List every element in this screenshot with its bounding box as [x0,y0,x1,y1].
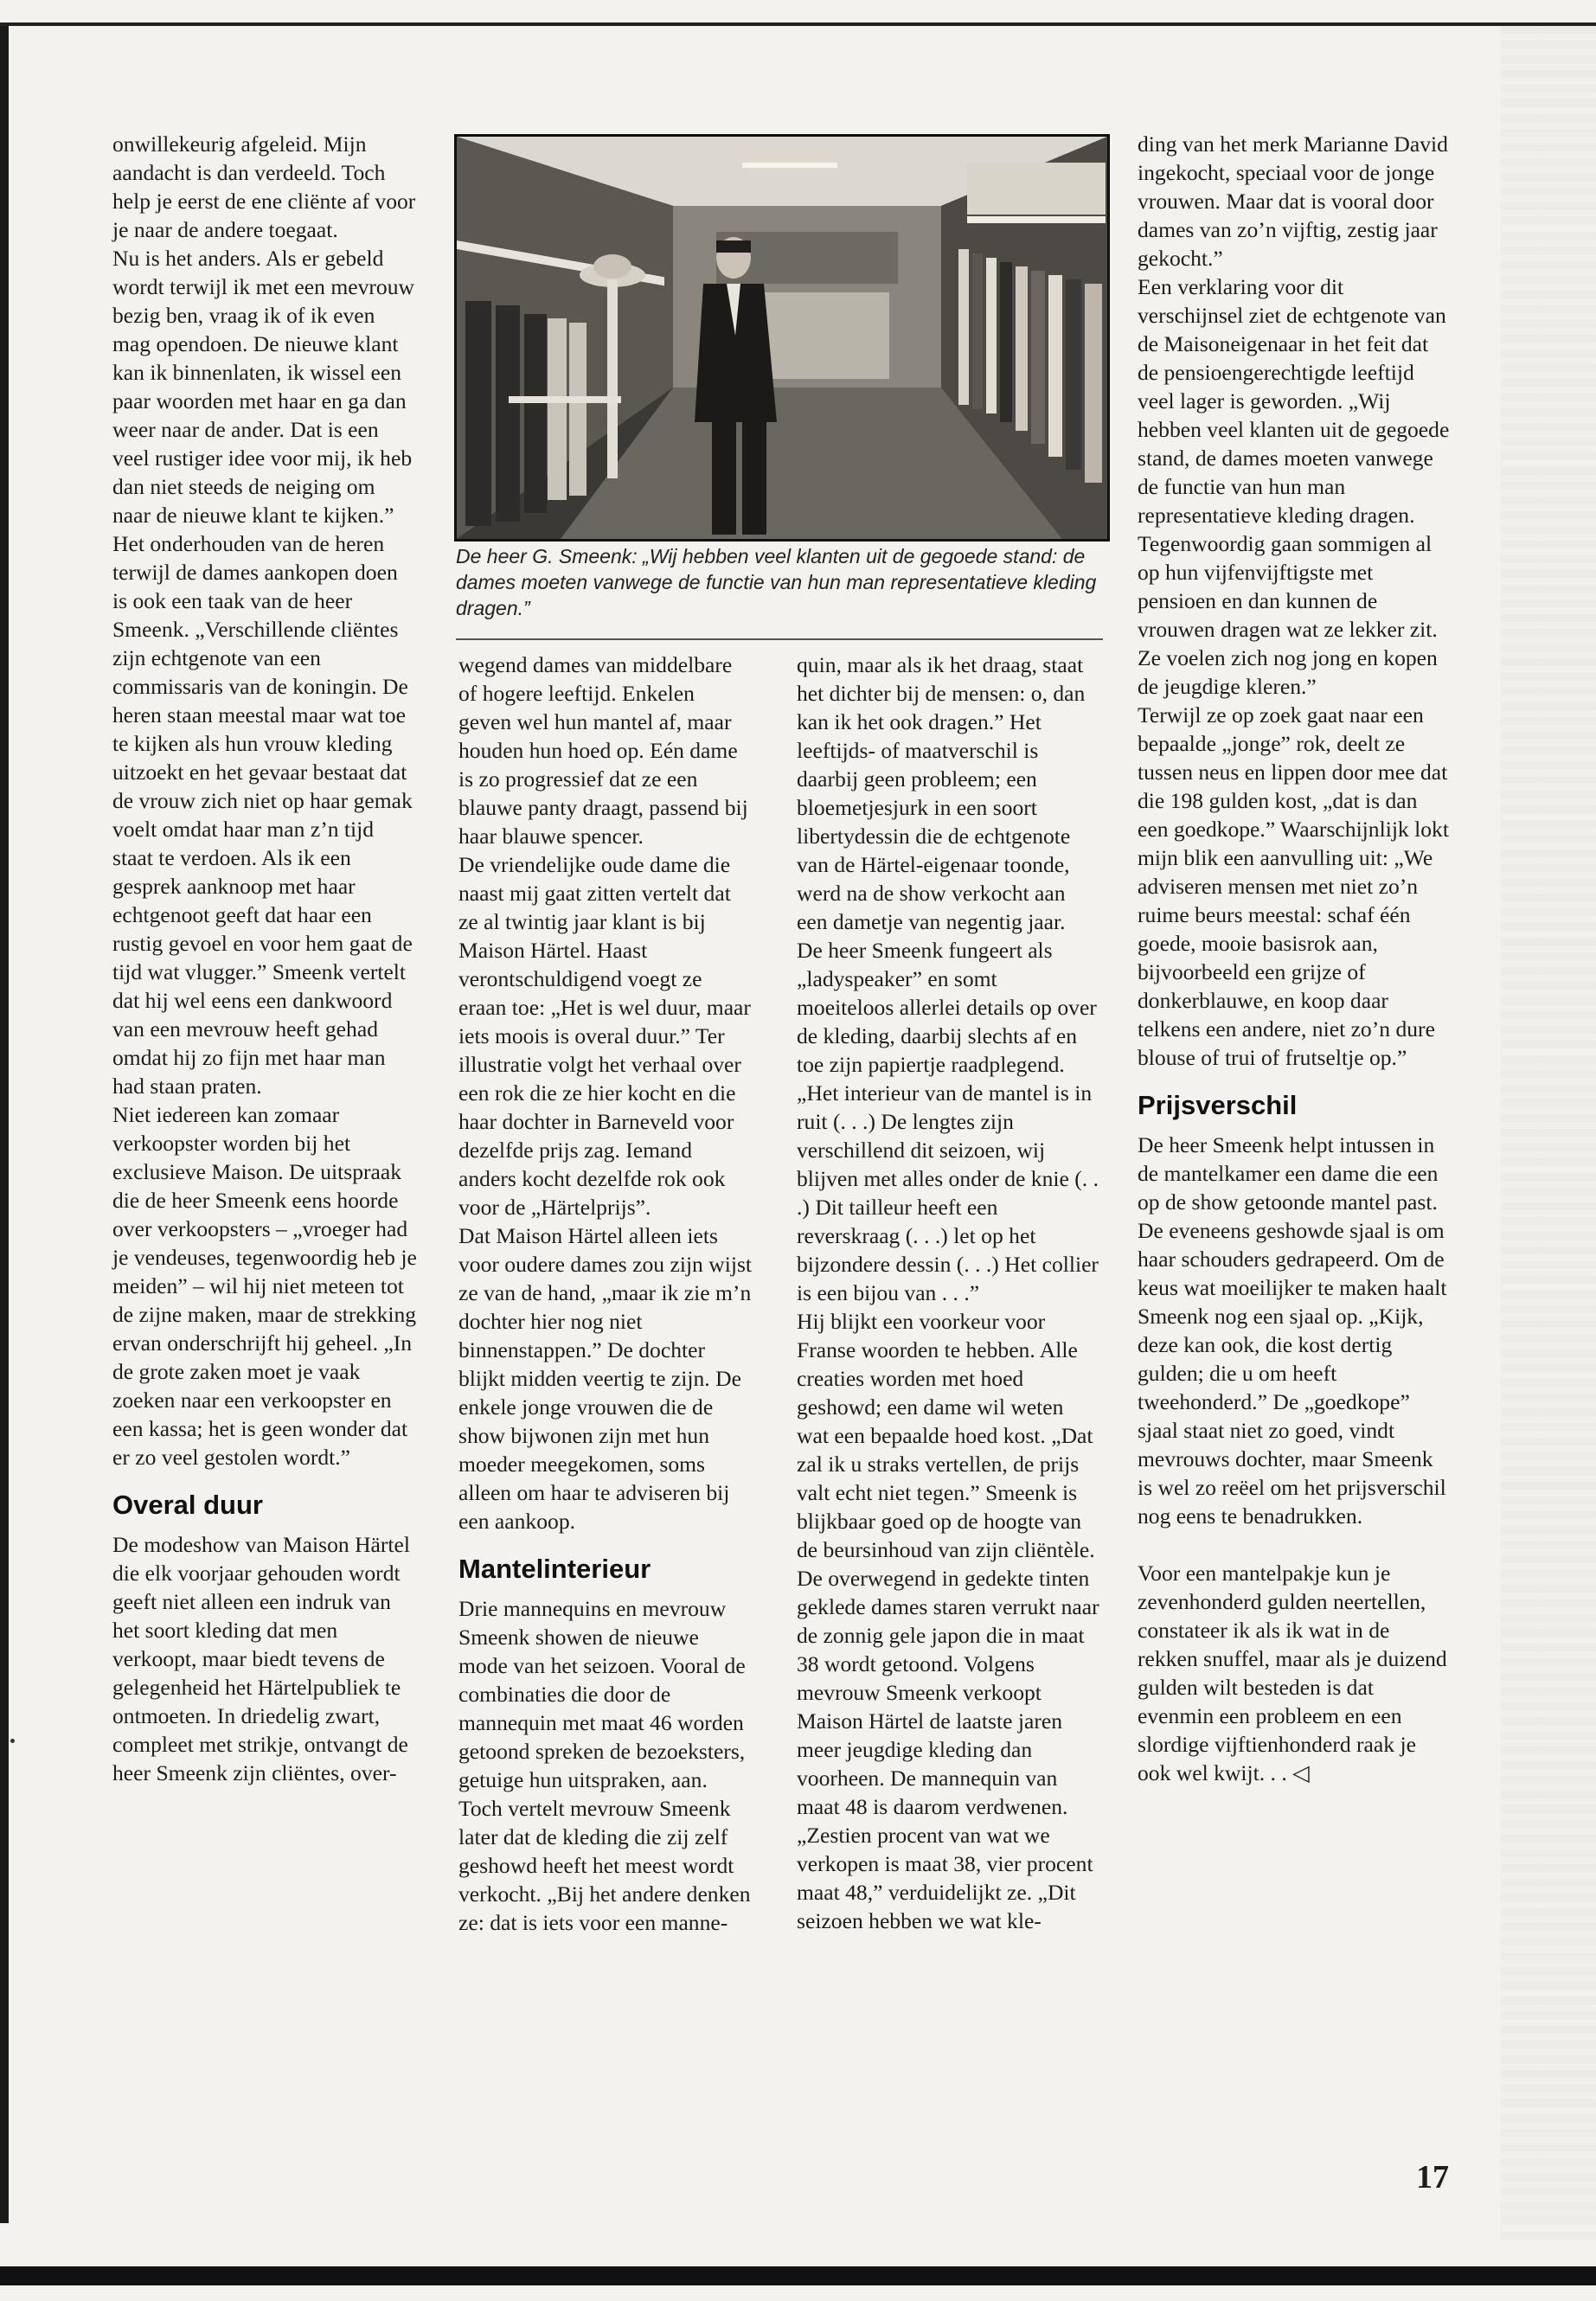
left-binding-edge [0,26,9,2223]
subheading-mantelinterieur: Mantelinterieur [458,1554,651,1584]
margin-speck [10,1739,15,1743]
paragraph: Dat Maison Härtel alleen iets voor oudere dames zou zijn wijst ze van de hand, „maar ik zie m’n dochter hier nog niet binnenstappen.” De dochter blijkt midden veertig te zijn. De enkele jonge vrouwen die de show bijwonen zijn met hun moeder meegekomen, soms alleen om haar te adviseren bij een aankoop. [458,1223,753,1534]
photo-caption: De heer G. Smeenk: „Wij hebben veel klanten uit de gegoede stand: de dames moeten vanwege de functie van hun man representatieve kleding dragen.” [456,545,1097,619]
photo-illustration [457,137,1107,539]
caption-divider [456,638,1103,640]
paragraph: onwillekeurig afgeleid. Mijn aandacht is dan verdeeld. Toch help je eerst de ene cliënte af voor je naar de andere toegaat. [112,131,416,242]
paragraph: Het onderhouden van de heren terwijl de dames aankopen doen is ook een taak van de heer Smeenk. „Verschillende cliëntes zijn echtgenote van een commissaris van de koningin. De heren staan meestal maar wat toe te kijken als hun vrouw kleding uitzoekt en het gevaar bestaat dat de vrouw zich niet op haar gemak voelt omdat haar man z’n tijd staat te verdoen. Als ik een gesprek aanknoop met haar echtgenoot geeft dat haar een rustig gevoel en voor hem gaat de tijd wat vlugger.” Smeenk vertelt dat hij wel eens een dankwoord van een mevrouw heeft gehad omdat hij zo fijn met haar man had staan praten. [112,531,413,1099]
paragraph: De modeshow van Maison Härtel die elk voorjaar gehouden wordt geeft niet alleen een indruk van het soort kleding dat men verkoopt, maar biedt tevens de gelegenheid het Härtelpubliek te ontmoeten. In driedelig zwart, compleet met strikje, ontvangt de heer Smeenk zijn cliëntes, over- [112,1532,411,1785]
top-border-rule [0,22,1596,26]
paragraph: Hij blijkt een voorkeur voor Franse woorden te hebben. Alle creaties worden met hoed geshowd; een dame wil weten wat een bepaalde hoed kost. „Dat zal ik u straks vertellen, de prijs valt echt niet tegen.” Smeenk is blijkbaar goed op de hoogte van de beursinhoud van zijn cliëntèle. [797,1309,1095,1562]
paragraph: De heer Smeenk helpt intussen in de mantelkamer een dame die een op de show getoonde mantel past. De eveneens geshowde sjaal is om haar schouders gedrapeerd. Om de keus wat moeilijker te maken haalt Smeenk nog een sjaal op. „Kijk, deze kan ook, die kost dertig gulden; die u om heeft tweehonderd.” De „goedkope” sjaal staat niet zo goed, vindt mevrouws dochter, maar Smeenk is wel zo reëel om het prijsverschil nog eens te benadrukken. [1138,1132,1447,1529]
boutique-photo [454,134,1110,542]
right-page-edge [1501,26,1596,2240]
paragraph: De heer Smeenk fungeert als „ladyspeaker” en somt moeiteloos allerlei details op over de kleding, daarbij slechts af en toe zijn papiertje raadplegend. „Het interieur van de mantel is in ruit (. . .) De lengtes zijn verschillend dit seizoen, wij blijven met alles onder de knie (. . .) Dit tailleur heeft een reverskraag (. . .) let op het bijzondere dessin (. . .) Het collier is een bijou van . . .” [797,938,1099,1305]
paragraph: Voor een mantelpakje kun je zevenhonderd gulden neertellen, constateer ik als ik wat in de rekken snuffel, maar als je duizend gulden wilt besteden is dat evenmin een probleem en een slordige vijftienhonderd raak je ook wel kwijt. . . ◁ [1138,1561,1447,1785]
paragraph: ding van het merk Marianne David ingekocht, speciaal voor de jonge vrouwen. Maar dat is vooral door dames van zo’n vijftig, zestig jaar gekocht.” [1138,131,1448,271]
article-column-2 [458,651,753,1937]
paragraph: Drie mannequins en mevrouw Smeenk showen de nieuwe mode van het seizoen. Vooral de combinaties die door de mannequin met maat 46 worden getoond spreken de bezoeksters, getuige hun uitspraken, aan. Toch vertelt mevrouw Smeenk later dat de kleding die zij zelf geshowd heeft het meest wordt verkocht. „Bij het andere denken ze: dat is iets voor een manne- [458,1596,751,1935]
paragraph: quin, maar als ik het draag, staat het dichter bij de mensen: o, dan kan ik het ook dragen.” Het leeftijds- of maatverschil is daarbij geen probleem; een bloemetjesjurk in een soort libertydessin die de echtgenote van de Härtel-eigenaar toonde, werd na de show verkocht aan een dametje van negentig jaar. [797,652,1086,934]
paragraph: wegend dames van middelbare of hogere leeftijd. Enkelen geven wel hun mantel af, maar houden hun hoed op. Eén dame is zo progressief dat ze een blauwe panty draagt, passend bij haar blauwe spencer. [458,652,748,849]
subheading-prijsverschil: Prijsverschil [1138,1090,1298,1120]
bottom-border-rule [0,2266,1596,2285]
article-column-3 [797,651,1099,1935]
article-column-4 [1138,130,1451,1787]
paragraph: Terwijl ze op zoek gaat naar een bepaalde „jonge” rok, deelt ze tussen neus en lippen door mee dat die 198 gulden kost, „dat is dan een goedkope.” Waarschijnlijk lokt mijn blik een aanvulling uit: „We adviseren mensen met niet zo’n ruime beurs meestal: schaf één goede, mooie basisrok aan, bijvoorbeeld een grijze of donkerblauwe, en koop daar telkens een andere, niet zo’n dure blouse of trui of frutseltje op.” [1138,702,1449,1070]
subheading-overal-duur: Overal duur [112,1490,263,1520]
paragraph: De vriendelijke oude dame die naast mij gaat zitten vertelt dat ze al twintig jaar klant is bij Maison Härtel. Haast verontschuldigend voegt ze eraan toe: „Het is wel duur, maar iets moois is overal duur.” Ter illustratie volgt het verhaal over een rok die ze hier kocht en die haar dochter in Barneveld voor dezelfde prijs zag. Iemand anders kocht dezelfde rok ook voor de „Härtelprijs”. [458,852,751,1220]
page-number: 17 [1416,2159,1449,2195]
paragraph: Nu is het anders. Als er gebeld wordt terwijl ik met een mevrouw bezig ben, vraag ik of ik even mag opendoen. De nieuwe klant kan ik binnenlaten, ik wissel een paar woorden met haar en ga dan weer naar de ander. Dat is een veel rustiger idee voor mij, ik heb dan niet steeds de neiging om naar de nieuwe klant te kijken.” [112,246,414,528]
paragraph: Niet iedereen kan zomaar verkoopster worden bij het exclusieve Maison. De uitspraak die de heer Smeenk eens hoorde over verkoopsters – „vroeger had je vendeuses, tegenwoordig heb je meiden” – wil hij niet meteen tot de zijne maken, maar de strekking ervan onderschrijft hij geheel. „In de grote zaken moet je vaak zoeken naar een verkoopster en een kassa; het is geen wonder dat er zo veel gestolen wordt.” [112,1102,417,1470]
paragraph: De overwegend in gedekte tinten geklede dames staren verrukt naar de zonnig gele japon die in maat 38 wordt getoond. Volgens mevrouw Smeenk verkoopt Maison Härtel de laatste jaren meer jeugdige kleding dan voorheen. De mannequin van maat 48 is daarom verdwenen. „Zestien procent van wat we verkopen is maat 38, vier procent maat 48,” verduidelijkt ze. „Dit seizoen hebben we wat kle- [797,1566,1099,1933]
paragraph: Een verklaring voor dit verschijnsel ziet de echtgenote van de Maisoneigenaar in het feit dat de pensioengerechtigde leeftijd veel lager is geworden. „Wij hebben veel klanten uit de gegoede stand, de dames moeten vanwege de functie van hun man representatieve kleding dragen. Tegenwoordig gaan sommigen al op hun vijfenvijftigste met pensioen en dan kunnen de vrouwen dragen wat ze lekker zit. Ze voelen zich nog jong en kopen de jeugdige kleren.” [1138,274,1450,699]
article-column-1 [112,130,417,1787]
